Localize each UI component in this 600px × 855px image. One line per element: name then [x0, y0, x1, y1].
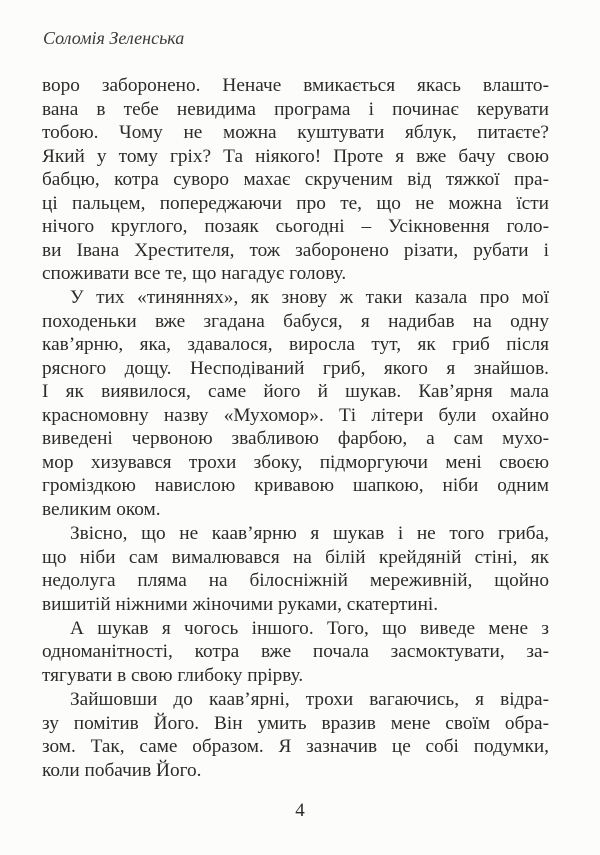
text-line: споживати все те, що нагадує голову. — [42, 263, 347, 284]
paragraph — [42, 688, 549, 782]
paragraph — [42, 286, 549, 521]
text-line: воро заборонено. Неначе вмикається якась влашто- — [42, 75, 549, 96]
text-line: коли побачив Його. — [42, 759, 202, 781]
page-number: 4 — [295, 800, 305, 821]
text-line: походеньки вже згадана бабуся, я надибав на одну — [42, 310, 549, 332]
text-line: недолуга пляма на білосніжній мереживній, щойно — [42, 570, 549, 592]
text-line: зу помітив Його. Він умить вразив мене своїм обра- — [42, 712, 549, 734]
text-line: Звісно, що не каав’ярню я шукав і не того гриба, — [70, 523, 549, 545]
text-line: великим оком. — [42, 498, 161, 520]
text-line: І як виявилося, саме його й шукав. Кав’ярня мала — [42, 381, 549, 403]
text-line: громіздкою навислою кривавою шапкою, ніби одним — [42, 475, 549, 497]
text-line: вишитій ніжними жіночими руками, скатертині. — [42, 593, 439, 615]
text-line: ці пальцем, попереджаючи про те, що не можна їсти — [42, 192, 549, 214]
page-body-text — [42, 74, 549, 783]
paragraph — [42, 74, 549, 286]
text-line: А шукав я чогось іншого. Того, що виведе мене з — [70, 617, 549, 639]
paragraph — [42, 617, 549, 688]
running-header-author: Соломія Зеленська — [43, 28, 185, 48]
text-line: кав’ярню, яка, здавалося, виросла тут, як гриб після — [42, 334, 549, 356]
text-line: мор хизувався трохи збоку, підморгуючи мені своєю — [42, 451, 549, 473]
text-line: що ніби сам вималювався на білій крейдяній стіні, як — [42, 546, 549, 568]
text-line: зом. Так, саме образом. Я зазначив це собі подумки, — [42, 736, 549, 758]
text-line: У тих «тиняннях», як знову ж таки казала про мої — [70, 287, 549, 309]
text-line: рясного дощу. Несподіваний гриб, якого я знайшов. — [42, 357, 549, 379]
text-line: бабцю, котра суворо махає скрученим від тяжкої пра- — [42, 169, 549, 190]
text-line: тобою. Чому не можна куштувати яблук, питаєте? — [42, 122, 549, 143]
text-line: ви Івана Хрестителя, тож заборонено різати, рубати і — [42, 239, 549, 261]
text-line: одноманітності, котра вже почала засмоктувати, за- — [42, 641, 549, 663]
paragraph — [42, 522, 549, 616]
text-line: вана в тебе невидима програма і починає керувати — [42, 98, 549, 120]
text-line: Зайшовши до каав’ярні, трохи вагаючись, я відра- — [70, 689, 549, 711]
text-line: тягувати в свою глибоку прірву. — [42, 664, 304, 686]
text-line: виведені червоною звабливою фарбою, а сам мухо- — [42, 428, 549, 450]
text-line: нічого круглого, позаяк сьогодні – Усікновення голо- — [42, 216, 549, 237]
text-line: Який у тому гріх? Та ніякого! Проте я вже бачу свою — [42, 145, 549, 167]
text-line: красномовну назву «Мухомор». Ті літери були охайно — [42, 404, 549, 426]
